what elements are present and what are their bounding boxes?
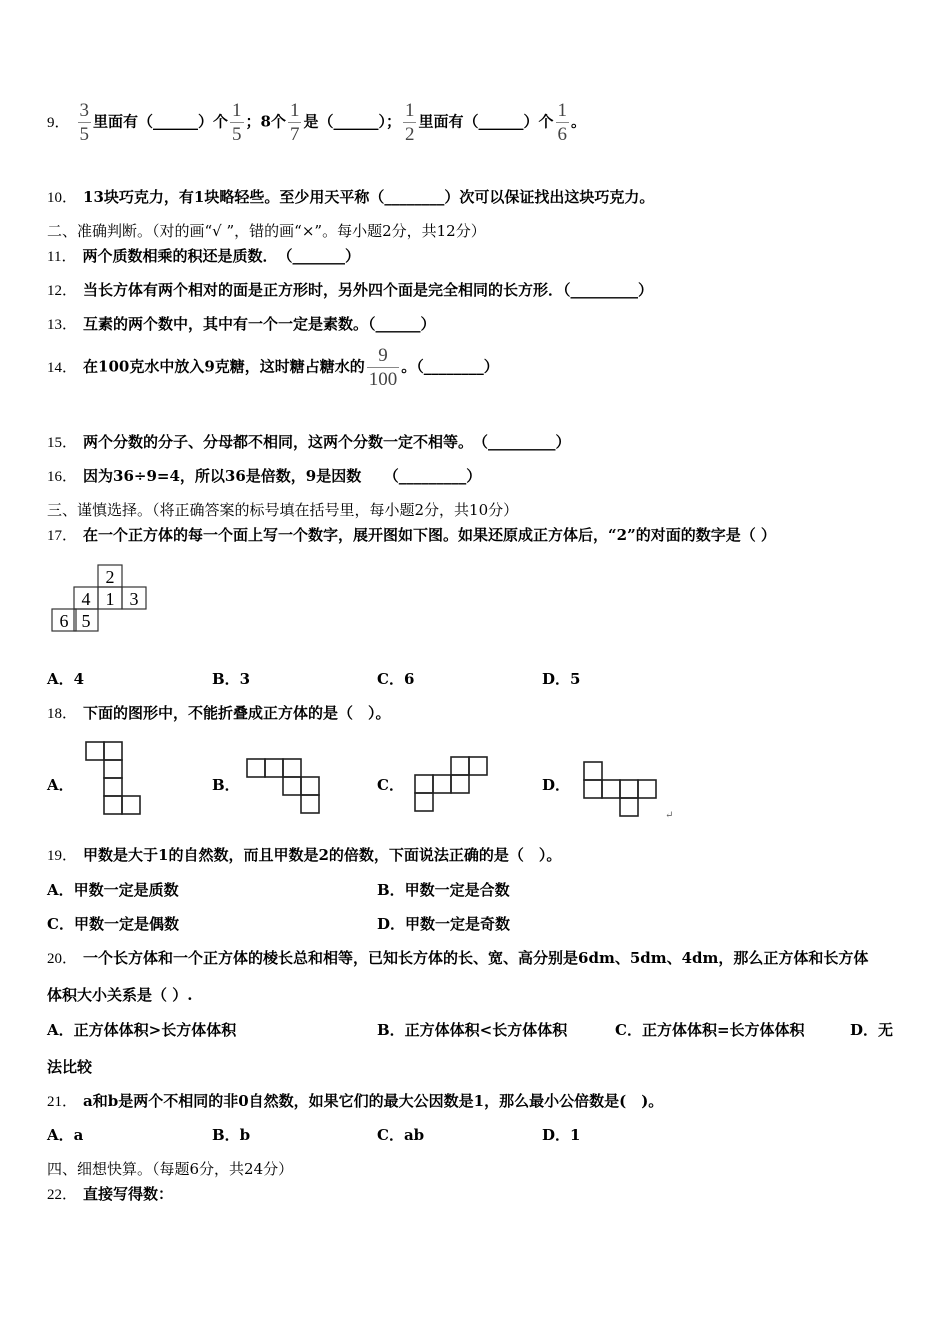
net-label: 2 [105,567,115,587]
q17-option-b[interactable]: B．3 [212,670,251,688]
question-9: 9． $\frac{3}{5}$ 里面有（______）个 $\frac{1}{5}$ ；8个 $\frac{1}{7}$ 是（______）； $\frac{1}{2}$ 里面有（______）个 $\frac{1}{6}$ 。 [47,100,587,145]
q19-option-b[interactable]: B．甲数一定是合数 [377,881,510,899]
return-mark-icon: ↵ [665,810,674,821]
q18-figure-b [245,757,325,815]
q21-option-d[interactable]: D．1 [542,1126,581,1144]
question-20-continued: 体积大小关系是（ ）. [47,986,193,1004]
question-11: 11． 两个质数相乘的积还是质数． （_______） [47,247,360,265]
question-number: 9． [47,114,70,131]
q18-option-a[interactable]: A． [47,776,74,794]
question-14: 14． 在100克水中放入9克糖，这时糖占糖水的 $\frac{9}{100}$ 。（________） [47,345,499,390]
fraction: $\frac{1}{6}$ [557,100,567,145]
net-label: 6 [59,611,69,631]
q19-option-a[interactable]: A．甲数一定是质数 [47,881,179,899]
q20-option-d[interactable]: D．无 [850,1021,894,1039]
question-10: 10． 13块巧克力，有1块略轻些。至少用天平称（________）次可以保证找出这块巧克力。 [47,188,655,206]
question-22: 22． 直接写得数： [47,1185,174,1203]
net-label: 1 [105,589,115,609]
fraction: $\frac{1}{5}$ [232,100,242,145]
question-16: 16． 因为36÷9=4，所以36是倍数，9是因数 （_________） [47,467,482,485]
net-label: 4 [81,589,91,609]
fraction: $\frac{9}{100}$ [368,345,398,390]
fraction: $\frac{1}{7}$ [289,100,300,145]
fraction: $\frac{1}{2}$ [404,100,415,145]
net-label: 3 [129,589,139,609]
q20-option-c[interactable]: C．正方体体积=长方体体积 [615,1021,805,1039]
question-18: 18． 下面的图形中，不能折叠成正方体的是（ ）。 [47,704,391,722]
q17-option-a[interactable]: A．4 [47,670,85,688]
question-12: 12． 当长方体有两个相对的面是正方形时，另外四个面是完全相同的长方形．（_________） [47,281,654,299]
section-3-heading: 三、谨慎选择。（将正确答案的标号填在括号里，每小题2分，共10分） [47,501,519,519]
q18-figure-c [413,755,493,813]
q19-option-c[interactable]: C．甲数一定是偶数 [47,915,179,933]
question-20: 20． 一个长方体和一个正方体的棱长总和相等，已知长方体的长、宽、高分别是6dm、5dm、4dm，那么正方体和长方体 [47,949,869,967]
question-19: 19． 甲数是大于1的自然数，而且甲数是2的倍数，下面说法正确的是（ ）。 [47,846,562,864]
q21-option-a[interactable]: A．a [47,1126,84,1144]
net-label: 5 [81,611,91,631]
q19-option-d[interactable]: D．甲数一定是奇数 [377,915,511,933]
q21-option-c[interactable]: C．ab [377,1126,425,1144]
q20-option-b[interactable]: B．正方体体积<长方体体积 [377,1021,568,1039]
fraction: $\frac{3}{5}$ [79,100,90,145]
question-15: 15． 两个分数的分子、分母都不相同，这两个分数一定不相等。 （_________） [47,433,571,451]
question-13: 13． 互素的两个数中，其中有一个一定是素数。（______） [47,315,436,333]
q18-option-b[interactable]: B． [212,776,240,794]
q20-option-d-wrap: 法比较 [47,1058,93,1076]
q20-option-a[interactable]: A．正方体体积>长方体体积 [47,1021,237,1039]
q17-option-c[interactable]: C．6 [377,670,415,688]
q18-figure-d [582,760,662,818]
q18-figure-a [84,740,144,816]
cube-net-figure [50,563,150,635]
q17-option-d[interactable]: D．5 [542,670,581,688]
q18-option-c[interactable]: C． [377,776,404,794]
section-2-heading: 二、准确判断。（对的画“√ ”，错的画“×”。每小题2分，共12分） [47,222,486,240]
question-17: 17． 在一个正方体的每一个面上写一个数字，展开图如下图。如果还原成正方体后，“2”的对面的数字是（ ） [47,526,776,544]
q18-option-d[interactable]: D． [542,776,571,794]
section-4-heading: 四、细想快算。（每题6分，共24分） [47,1160,294,1178]
question-21: 21． a和b是两个不相同的非0自然数，如果它们的最大公因数是1，那么最小公倍数是( )。 [47,1092,664,1110]
q21-option-b[interactable]: B．b [212,1126,251,1144]
